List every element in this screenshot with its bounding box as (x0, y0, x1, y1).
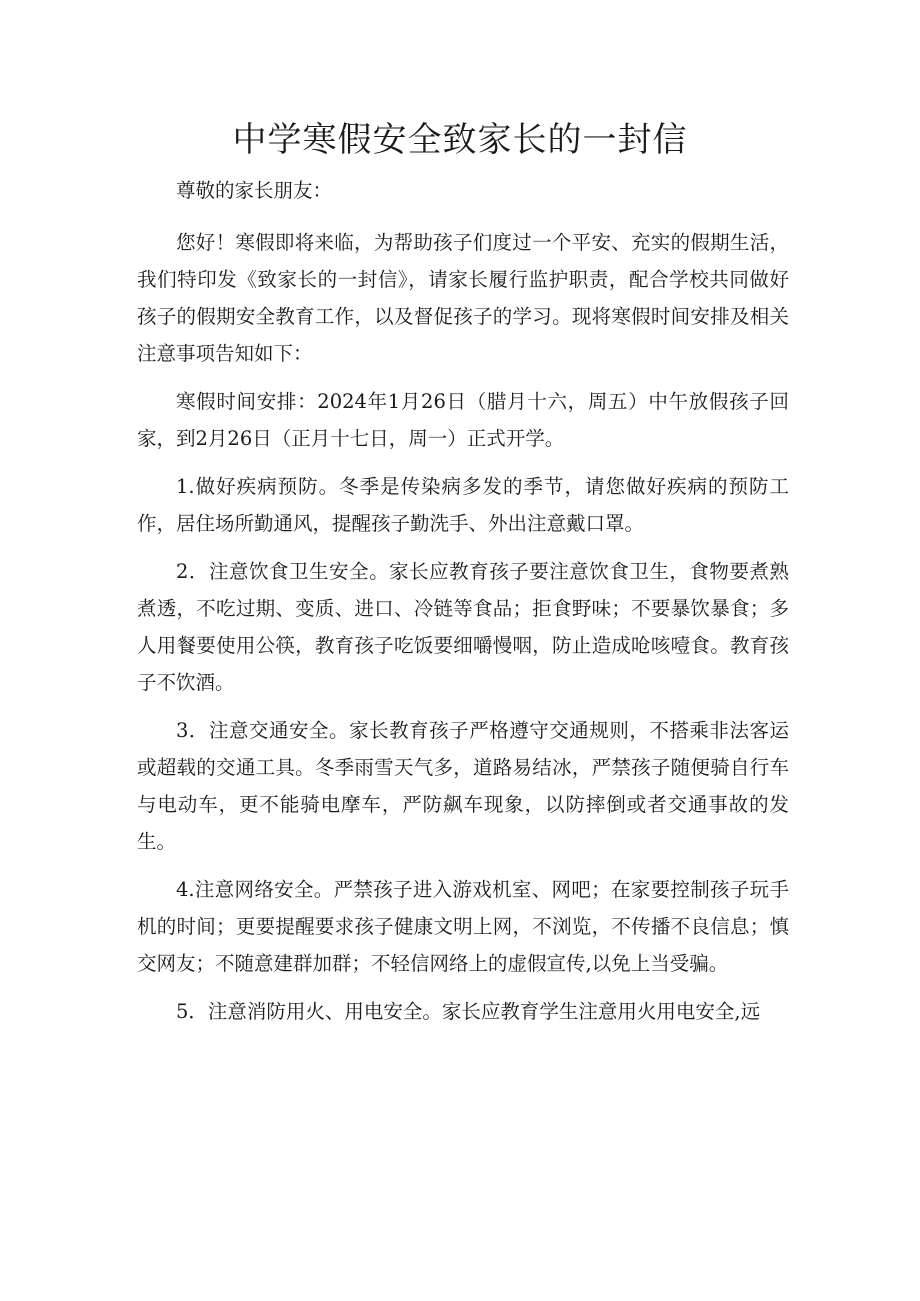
paragraph-intro: 您好！寒假即将来临，为帮助孩子们度过一个平安、充实的假期生活，我们特印发《致家长的一封信》，请家长履行监护职责，配合学校共同做好孩子的假期安全教育工作，以及督促孩子的学习。现将寒假时间安排及相关注意事项告知如下： (137, 231, 789, 365)
letter-greeting: 尊敬的家长朋友： (176, 179, 333, 202)
paragraph-schedule: 寒假时间安排：2024年1月26日（腊月十六，周五）中午放假孩子回家，到2月26日（正月十七日，周一）正式开学。 (137, 390, 789, 450)
paragraph-item-4-internet-safety: 4.注意网络安全。严禁孩子进入游戏机室、网吧；在家要控制孩子玩手机的时间；更要提醒要求孩子健康文明上网，不浏览，不传播不良信息；慎交网友；不随意建群加群；不轻信网络上的虚假宣传,以免上当受骗。 (137, 878, 789, 975)
paragraph-item-3-traffic-safety: 3．注意交通安全。家长教育孩子严格遵守交通规则，不搭乘非法客运或超载的交通工具。冬季雨雪天气多，道路易结冰，严禁孩子随便骑自行车与电动车，更不能骑电摩车，严防飙车现象，以防摔倒或者交通事故的发生。 (137, 719, 789, 853)
letter-body (137, 172, 789, 1041)
paragraph-item-2-food-safety: 2．注意饮食卫生安全。家长应教育孩子要注意饮食卫生，食物要煮熟煮透，不吃过期、变质、进口、冷链等食品；拒食野味；不要暴饮暴食；多人用餐要使用公筷，教育孩子吃饭要细嚼慢咽，防止造成呛咳噎食。教育孩子不饮酒。 (137, 560, 789, 694)
paragraph-item-1-disease-prevention: 1.做好疾病预防。冬季是传染病多发的季节，请您做好疾病的预防工作，居住场所勤通风，提醒孩子勤洗手、外出注意戴口罩。 (137, 475, 789, 535)
document-title: 中学寒假安全致家长的一封信 (232, 120, 688, 160)
paragraph-item-5-fire-electric-safety: 5．注意消防用火、用电安全。家长应教育学生注意用火用电安全,远 (176, 1000, 761, 1023)
